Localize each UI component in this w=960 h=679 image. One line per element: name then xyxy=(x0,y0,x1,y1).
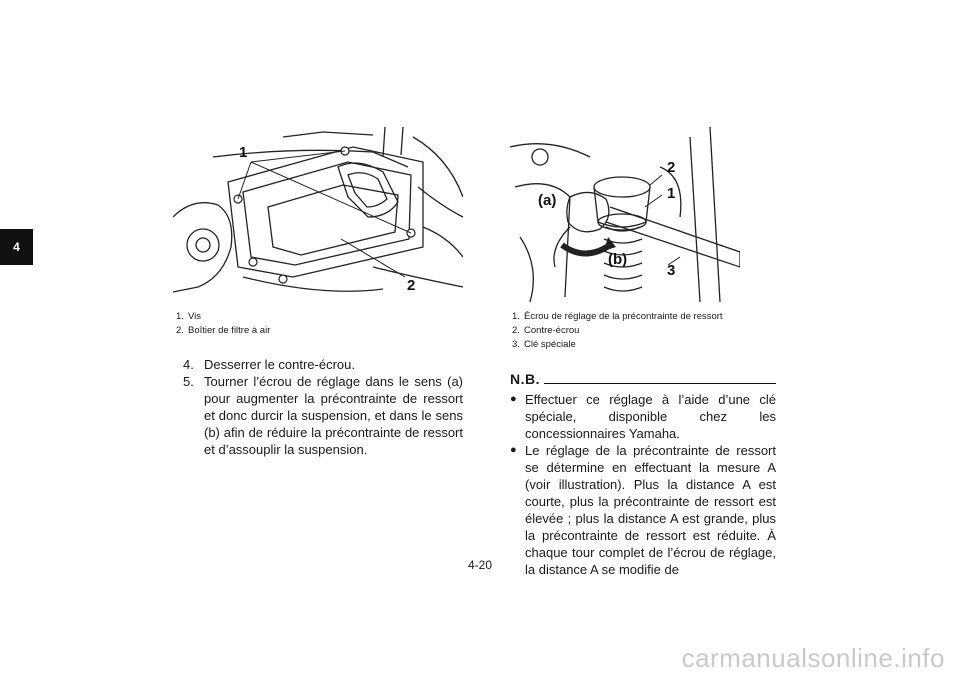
spring-preload-illustration xyxy=(510,127,740,302)
watermark[interactable]: carmanualsonline.info xyxy=(681,643,945,673)
bullet-icon: ● xyxy=(510,444,517,456)
caption-item: 1. Vis xyxy=(176,311,202,322)
step-item: 4. Desserrer le contre-écrou. xyxy=(183,357,355,372)
caption-item: 3. Clé spéciale xyxy=(512,339,576,350)
note-rule xyxy=(544,383,776,384)
bullet-icon: ● xyxy=(510,393,517,405)
callout-3-special-wrench: 3 xyxy=(667,262,676,279)
callout-2: 2 xyxy=(407,277,416,294)
note-item: ● Le réglage de la précontrainte de ressort se détermine en effectuant la mesure A (voir illustration). Plus la distance A est courte, plus la précontrainte de ressort est élevée ; plus la distance A est grande, plus la précontrainte de ressort est réduite. À chaque tour complet de l’écrou de réglage, la distance A se modifie de xyxy=(510,443,776,577)
page-number: 4-20 xyxy=(467,558,493,572)
step-item: 5. Tourner l’écrou de réglage dans le sens (a) pour augmenter la précontrainte de ressort et donc durcir la suspension, et dans le sens (b) afin de réduire la précontrainte de ressort et d’assouplir la suspension. xyxy=(183,374,463,457)
callout-1: 1 xyxy=(239,144,248,161)
caption-item: 2. Boîtier de filtre à air xyxy=(176,325,271,336)
callout-b-direction: (b) xyxy=(608,251,628,268)
caption-item: 1. Écrou de réglage de la précontrainte de ressort xyxy=(512,311,723,322)
caption-item: 2. Contre-écrou xyxy=(512,325,580,336)
note-item: ● Effectuer ce réglage à l’aide d’une clé spéciale, disponible chez les concessionnaires Yamaha. xyxy=(510,392,776,441)
callout-1-adjusting-nut: 1 xyxy=(667,185,676,202)
note-heading: N.B. xyxy=(510,371,776,387)
figure2-caption xyxy=(512,310,723,352)
procedure-steps xyxy=(183,356,463,458)
air-filter-illustration xyxy=(173,127,463,302)
note-list xyxy=(510,391,776,578)
chapter-tab: 4 xyxy=(0,229,33,265)
callout-a-direction: (a) xyxy=(538,192,557,209)
callout-2-locknut: 2 xyxy=(667,159,676,176)
figure1-caption xyxy=(176,310,270,338)
